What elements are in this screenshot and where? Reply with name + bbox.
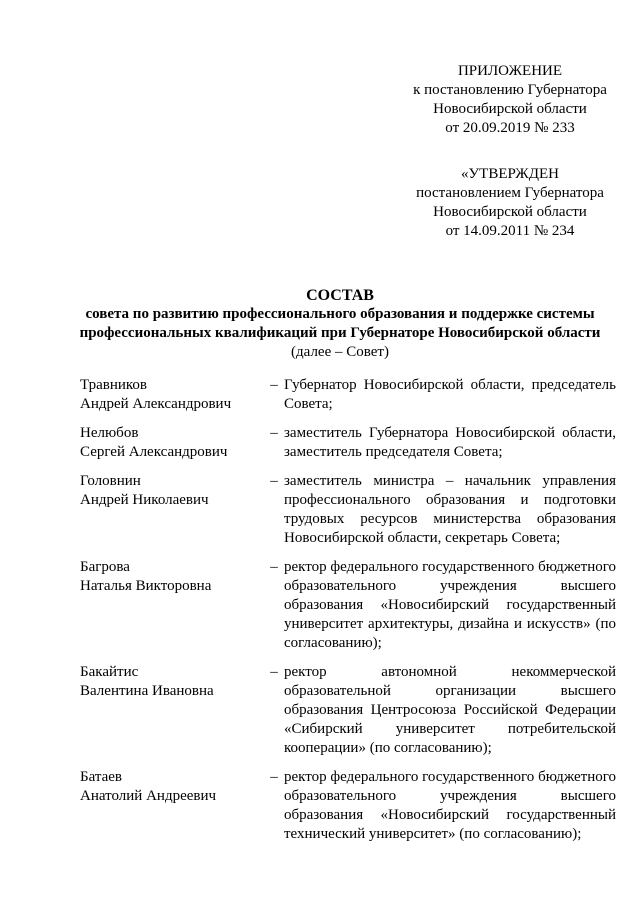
member-surname: Багрова [80,559,130,575]
member-role: ректор федерального государственного бюджетного образовательного учреждения высшего образования «Новосибирский государственный технический университет» (по согласованию); [284,769,616,842]
member-surname: Травников [80,377,147,393]
member-name [80,376,264,414]
member-entry [80,472,616,548]
approved-reference: постановлением Губернатора [416,185,604,201]
document-note: (далее – Совет) [291,344,389,360]
member-dash: – [270,425,278,441]
member-dash: – [270,664,278,680]
member-role: ректор автономной некоммерческой образовательной организации высшего образования Центросоюза Российской Федерации «Сибирский университет потребительской кооперации» (по согласованию); [284,664,616,756]
member-surname: Нелюбов [80,425,139,441]
member-entry [80,768,616,844]
member-dash: – [270,559,278,575]
member-dash: – [270,473,278,489]
member-entry [80,663,616,758]
approved-title: «УТВЕРЖДЕН [461,166,559,182]
document-subtitle-line1: совета по развитию профессионального образования и поддержке системы [85,306,595,322]
member-surname: Батаев [80,769,123,785]
member-name [80,663,264,758]
document-heading [40,286,640,362]
members-list [80,376,616,854]
member-role: ректор федерального государственного бюджетного образовательного учреждения высшего образования «Новосибирский государственный университет архитектуры, дизайна и искусств» (по согласованию); [284,559,616,651]
member-given-names: Сергей Александрович [80,444,228,460]
member-given-names: Валентина Ивановна [80,683,214,699]
member-given-names: Андрей Николаевич [80,492,209,508]
member-role: заместитель министра – начальник управления профессионального образования и подготовки трудовых ресурсов министерства образования Новосибирской области, секретарь Совета; [284,473,616,546]
appendix-block [376,62,640,138]
member-dash: – [270,377,278,393]
member-dash: – [270,769,278,785]
member-entry [80,424,616,462]
member-given-names: Анатолий Андреевич [80,788,217,804]
member-surname: Головнин [80,473,141,489]
member-surname: Бакайтис [80,664,139,680]
member-entry [80,558,616,653]
member-name [80,424,264,462]
appendix-date-number: от 20.09.2019 № 233 [445,120,575,136]
approved-region: Новосибирской области [433,204,587,220]
member-name [80,768,264,844]
approved-block [376,165,640,241]
appendix-region: Новосибирской области [433,101,587,117]
member-role: Губернатор Новосибирской области, председатель Совета; [284,377,616,412]
approved-date-number: от 14.09.2011 № 234 [445,223,575,239]
member-name [80,558,264,653]
member-entry [80,376,616,414]
document-title: СОСТАВ [306,287,374,304]
member-role: заместитель Губернатора Новосибирской области, заместитель председателя Совета; [284,425,616,460]
member-given-names: Наталья Викторовна [80,578,212,594]
appendix-reference: к постановлению Губернатора [413,82,607,98]
member-given-names: Андрей Александрович [80,396,232,412]
document-subtitle-line2: профессиональных квалификаций при Губернаторе Новосибирской области [79,325,601,341]
appendix-title: ПРИЛОЖЕНИЕ [457,63,563,79]
member-name [80,472,264,548]
